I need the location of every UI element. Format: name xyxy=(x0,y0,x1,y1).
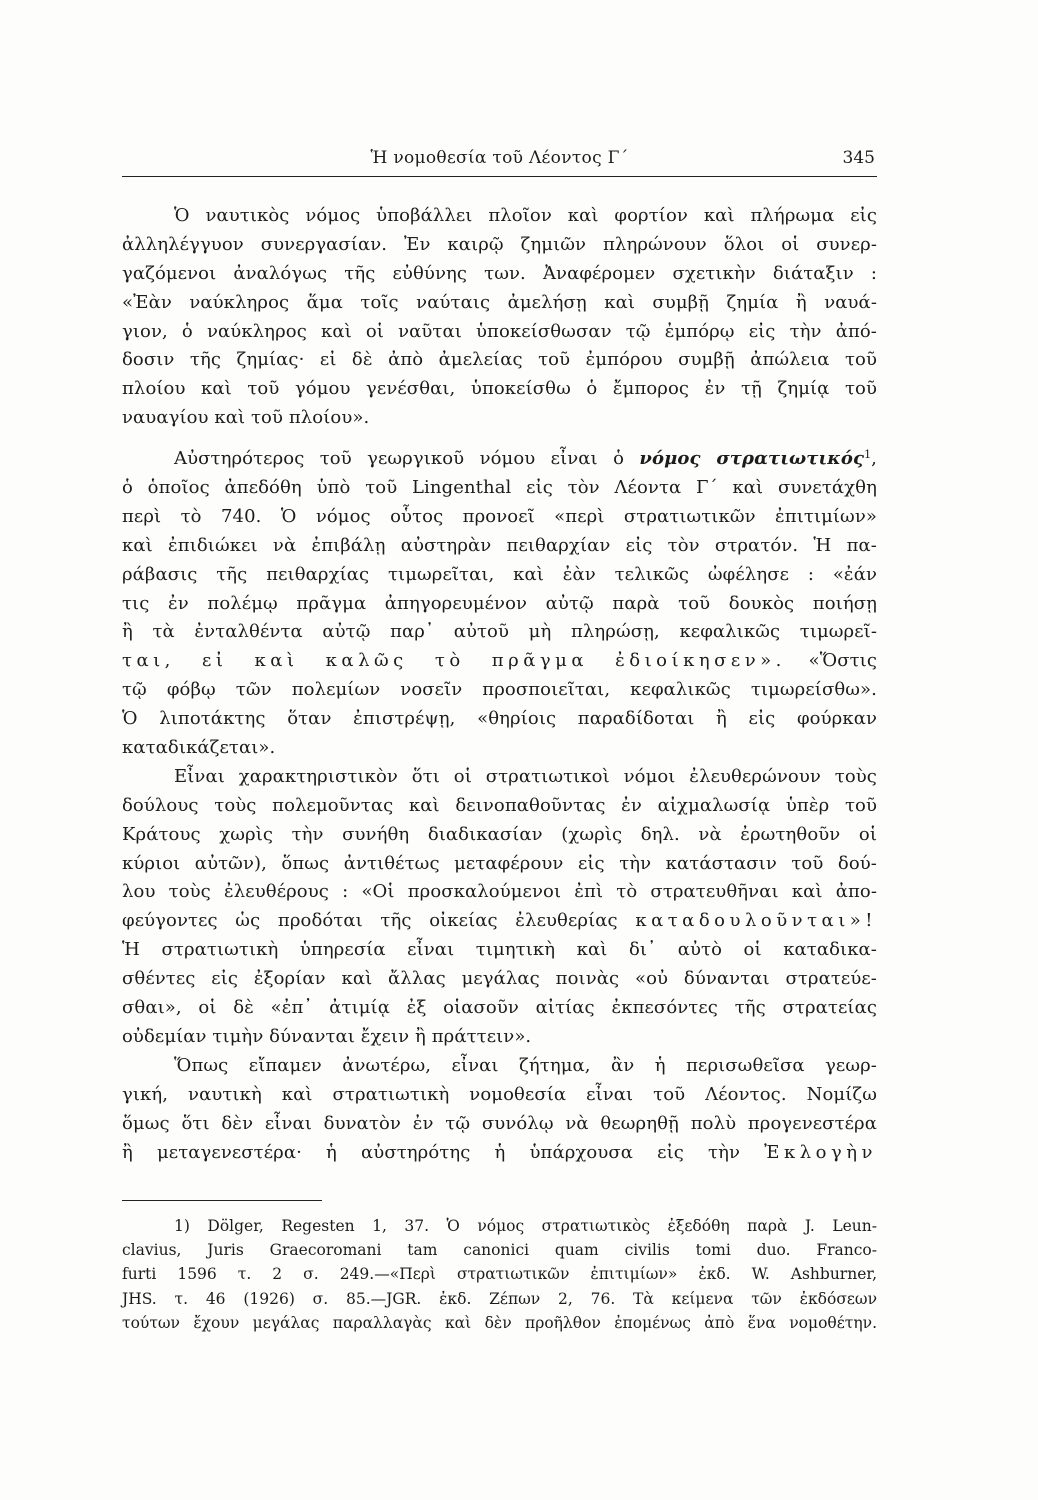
text-line: τῷ φόβῳ τῶν πολεμίων νοσεῖν προσποιεῖται, κεφαλικῶς τιμωρείσθω». xyxy=(122,679,877,701)
text-line: «Ἐὰν ναύκληρος ἅμα τοῖς ναύταις ἀμελήσῃ καὶ συμβῇ ζημία ἢ ναυά- xyxy=(122,291,877,313)
text-line: καὶ ἐπιδιώκει νὰ ἐπιβάλῃ αὐστηρὰν πειθαρχίαν εἰς τὸν στρατόν. Ἡ πα- xyxy=(122,534,877,556)
text-run: φεύγοντες ὡς προδόται τῆς οἰκείας ἐλευθερίας xyxy=(122,910,636,932)
spaced-text: ται, εἰ καὶ καλῶς τὸ πρᾶγμα ἐδιοίκησεν». xyxy=(122,650,786,672)
text-line: τις ἐν πολέμῳ πρᾶγμα ἀπηγορευμένον αὐτῷ παρὰ τοῦ δουκὸς ποιήσῃ xyxy=(122,592,877,614)
text-line: ἢ τὰ ἐνταλθέντα αὐτῷ παρ᾽ αὐτοῦ μὴ πληρώσῃ, κεφαλικῶς τιμωρεῖ- xyxy=(122,621,877,643)
text-run: Αὐστηρότερος τοῦ γεωργικοῦ νόμου εἶναι ὁ xyxy=(174,448,640,470)
footnote-line: furti 1596 τ. 2 σ. 249.—«Περὶ στρατιωτικῶν ἐπιτιμίων» ἐκδ. W. Ashburner, xyxy=(122,1265,877,1284)
footnote-line: JHS. τ. 46 (1926) σ. 85.—JGR. ἐκδ. Ζέπων 2, 76. Τὰ κείμενα τῶν ἐκδόσεων xyxy=(122,1289,877,1308)
text-line xyxy=(122,907,877,936)
text-line: λου τοὺς ἐλευθέρους : «Οἱ προσκαλούμενοι ἐπὶ τὸ στρατευθῆναι καὶ ἀπο- xyxy=(122,881,877,903)
text-line: ἀλληλέγγυον συνεργασίαν. Ἐν καιρῷ ζημιῶν πληρώνουν ὅλοι οἱ συνερ- xyxy=(122,233,877,255)
footnote-line: τούτων ἔχουν μεγάλας παραλλαγὰς καὶ δὲν προῆλθον ἐπομένως ἀπὸ ἕνα νομοθέτην. xyxy=(122,1313,877,1332)
text-line: κύριοι αὐτῶν), ὅπως ἀντιθέτως μεταφέρουν εἰς τὴν κατάστασιν τοῦ δού- xyxy=(122,852,877,874)
footnote-line: 1) Dölger, Regesten 1, 37. Ὁ νόμος στρατιωτικὸς ἐξεδόθη παρὰ J. Leun- xyxy=(174,1217,877,1235)
text-run: «Ὅστις xyxy=(785,650,877,672)
running-title: Ἡ νομοθεσία τοῦ Λέοντος Γ΄ xyxy=(370,148,629,168)
footnote-ref: 1 xyxy=(864,448,872,462)
text-line: ναυαγίου καὶ τοῦ πλοίου». xyxy=(122,407,370,429)
text-line: ὁ ὁποῖος ἀπεδόθη ὑπὸ τοῦ Lingenthal εἰς τὸν Λέοντα Γ΄ καὶ συνετάχθη xyxy=(122,477,877,499)
spaced-text: Ἐκλογὴν xyxy=(764,1141,877,1163)
text-line: περὶ τὸ 740. Ὁ νόμος οὗτος προνοεῖ «περὶ στρατιωτικῶν ἐπιτιμίων» xyxy=(122,505,877,527)
text-line: ὅμως ὅτι δὲν εἶναι δυνατὸν ἐν τῷ συνόλῳ νὰ θεωρηθῇ πολὺ προγενεστέρα xyxy=(122,1112,877,1134)
text-line: ράβασις τῆς πειθαρχίας τιμωρεῖται, καὶ ἐὰν τελικῶς ὠφέλησε : «ἐάν xyxy=(122,563,877,585)
emphasized-term: νόμος στρατιωτικός xyxy=(639,448,865,470)
running-head xyxy=(122,146,877,176)
text-line: γιον, ὁ ναύκληρος καὶ οἱ ναῦται ὑποκείσθωσαν τῷ ἐμπόρῳ εἰς τὴν ἀπό- xyxy=(122,320,877,342)
text-line: καταδικάζεται». xyxy=(122,737,276,759)
footnote-rule xyxy=(122,1200,322,1201)
body-text xyxy=(122,202,877,1167)
text-line: δοσιν τῆς ζημίας· εἰ δὲ ἀπὸ ἀμελείας τοῦ ἐμπόρου συμβῇ ἀπώλεια τοῦ xyxy=(122,349,877,371)
text-line xyxy=(122,1139,877,1168)
footnotes xyxy=(122,1214,877,1335)
text-line: Εἶναι χαρακτηριστικὸν ὅτι οἱ στρατιωτικοὶ νόμοι ἐλευθερώνουν τοὺς xyxy=(174,765,877,787)
text-line: γαζόμενοι ἀναλόγως τῆς εὐθύνης των. Ἀναφέρομεν σχετικὴν διάταξιν : xyxy=(122,262,877,284)
text-line: σθαι», οἱ δὲ «ἐπ᾽ ἀτιμίᾳ ἐξ οἱασοῦν αἰτίας ἐκπεσόντες τῆς στρατείας xyxy=(122,997,877,1019)
text-run: , xyxy=(871,448,877,470)
spaced-text: καταδουλοῦνται»! xyxy=(635,910,877,932)
page-number: 345 xyxy=(842,148,875,168)
text-line: δούλους τοὺς πολεμοῦντας καὶ δεινοπαθοῦντας ἐν αἰχμαλωσίᾳ ὑπὲρ τοῦ xyxy=(122,794,877,816)
text-line: σθέντες εἰς ἐξορίαν καὶ ἄλλας μεγάλας ποινὰς «οὐ δύνανται στρατεύε- xyxy=(122,968,877,990)
text-line: Ὁ λιποτάκτης ὅταν ἐπιστρέψῃ, «θηρίοις παραδίδοται ἢ εἰς φούρκαν xyxy=(122,708,877,730)
text-line xyxy=(122,445,877,474)
text-line: Ὅπως εἴπαμεν ἀνωτέρω, εἶναι ζήτημα, ἂν ἡ περισωθεῖσα γεωρ- xyxy=(174,1054,877,1076)
text-run: ἢ μεταγενεστέρα· ἡ αὐστηρότης ἡ ὑπάρχουσα εἰς τὴν xyxy=(122,1141,765,1163)
text-line: Ἡ στρατιωτικὴ ὑπηρεσία εἶναι τιμητικὴ καὶ δι᾽ αὐτὸ οἱ καταδικα- xyxy=(122,939,877,961)
text-line: πλοίου καὶ τοῦ γόμου γενέσθαι, ὑποκείσθω ὁ ἔμπορος ἐν τῇ ζημίᾳ τοῦ xyxy=(122,378,877,400)
text-line: Ὁ ναυτικὸς νόμος ὑποβάλλει πλοῖον καὶ φορτίον καὶ πλήρωμα εἰς xyxy=(174,205,877,226)
text-line: οὐδεμίαν τιμὴν δύνανται ἔχειν ἢ πράττειν». xyxy=(122,1025,532,1047)
text-line: γική, ναυτικὴ καὶ στρατιωτικὴ νομοθεσία εἶναι τοῦ Λέοντος. Νομίζω xyxy=(122,1083,877,1105)
text-line: Κράτους χωρὶς τὴν συνήθη διαδικασίαν (χωρὶς δηλ. νὰ ἐρωτηθοῦν οἱ xyxy=(122,823,877,845)
header-rule xyxy=(122,176,877,177)
footnote-line: clavius, Juris Graecoromani tam canonici quam civilis tomi duo. Franco- xyxy=(122,1241,877,1260)
text-line xyxy=(122,647,877,676)
